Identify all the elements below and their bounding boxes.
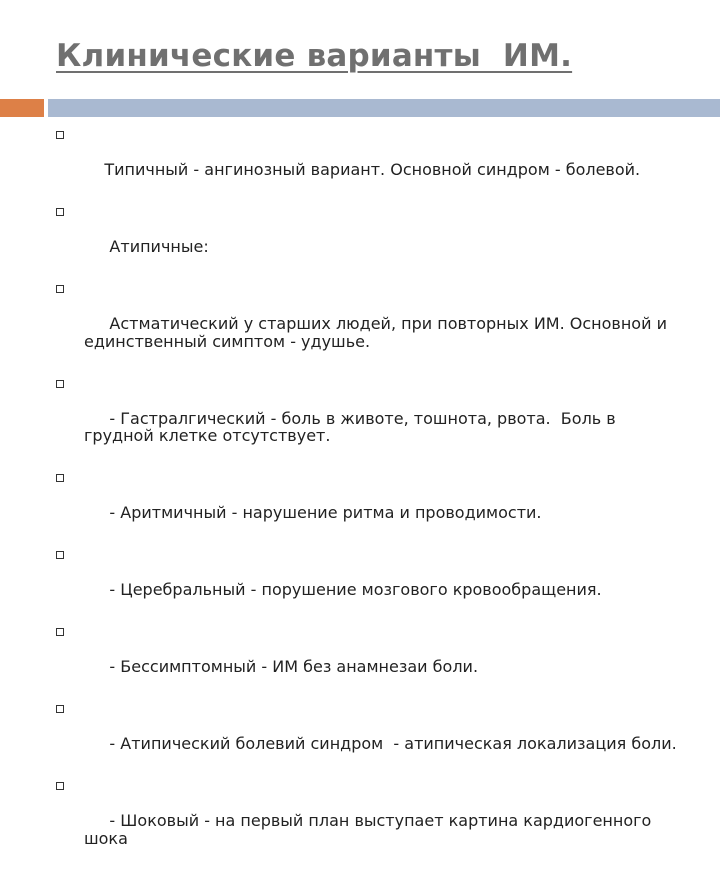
list-item-text: - Гастралгический - боль в животе, тошнота, рвота. Боль в грудной клетке отсутствует. <box>84 408 621 445</box>
hollow-square-icon <box>56 782 64 790</box>
hollow-square-icon <box>56 380 64 388</box>
list-item <box>0 203 720 273</box>
list-item-text: Типичный - ангинозный вариант. Основной синдром - болевой. <box>104 160 641 179</box>
hollow-square-icon <box>56 628 64 636</box>
hollow-square-icon <box>56 551 64 559</box>
list-item <box>0 700 720 770</box>
bullet-list <box>0 126 720 872</box>
list-item-text: Атипичные: <box>104 237 209 256</box>
list-item <box>0 375 720 463</box>
accent-bar <box>0 99 44 117</box>
slide-title: Клинические варианты ИМ. <box>56 38 573 74</box>
list-item-text: - Атипический болевий синдром - атипическая локализация боли. <box>104 734 677 753</box>
hollow-square-icon <box>56 705 64 713</box>
list-item <box>0 280 720 368</box>
list-item-text: Астматический у старших людей, при повторных ИМ. Основной и единственный симптом - удушье. <box>84 314 673 351</box>
list-item-text: - Шоковый - на первый план выступает картина кардиогенного шока <box>84 811 657 848</box>
hollow-square-icon <box>56 474 64 482</box>
hollow-square-icon <box>56 208 64 216</box>
list-item <box>0 469 720 539</box>
list-item <box>0 546 720 616</box>
hollow-square-icon <box>56 285 64 293</box>
list-item <box>0 777 720 865</box>
list-item <box>0 623 720 693</box>
list-item <box>0 126 720 196</box>
hollow-square-icon <box>56 131 64 139</box>
list-item-text: - Бессимптомный - ИМ без анамнезаи боли. <box>104 657 479 676</box>
title-rule-bar <box>48 99 720 117</box>
list-item-text: - Церебральный - порушение мозгового кровообращения. <box>104 580 602 599</box>
list-item-text: - Аритмичный - нарушение ритма и проводимости. <box>104 503 542 522</box>
